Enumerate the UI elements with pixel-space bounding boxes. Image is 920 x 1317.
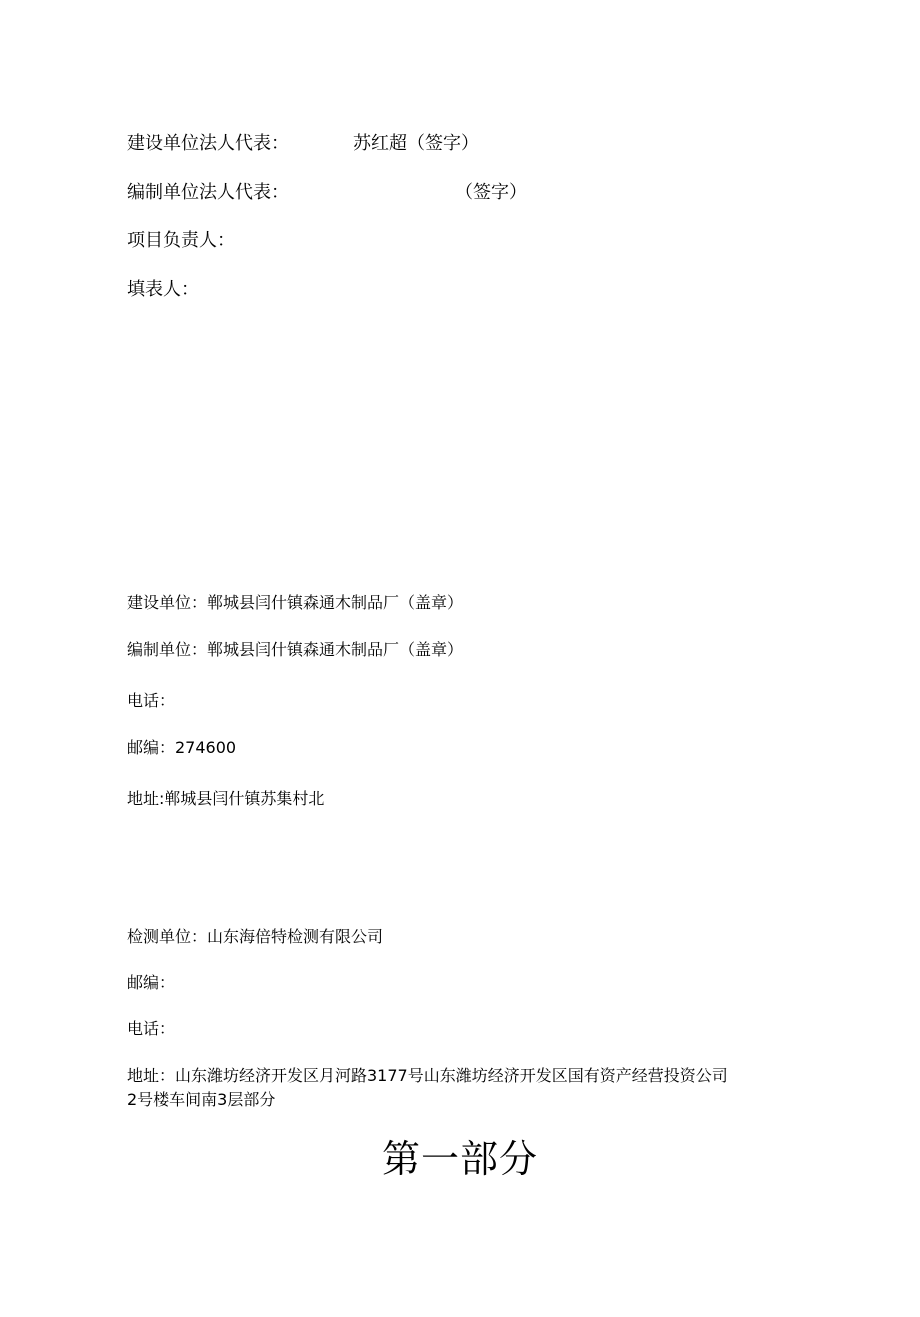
compiler-legal-rep-signature: （签字）	[455, 182, 527, 203]
project-lead-label: 项目负责人：	[127, 230, 235, 251]
compiler-unit: 编制单位：郸城县闫什镇森通木制品厂（盖章）	[127, 640, 464, 659]
construction-postcode: 邮编：274600	[127, 738, 237, 757]
construction-address: 地址:郸城县闫什镇苏集村北	[127, 789, 325, 808]
testing-postcode: 邮编：	[127, 973, 176, 992]
testing-address-line1: 地址：山东潍坊经济开发区月河路3177号山东潍坊经济开发区国有资产经营投资公司	[127, 1066, 728, 1085]
testing-address-line2: 2号楼车间南3层部分	[127, 1090, 276, 1109]
section-heading: 第一部分	[381, 1137, 538, 1181]
form-filler-label: 填表人：	[127, 279, 199, 300]
construction-legal-rep-signature: 苏红超（签字）	[353, 133, 479, 154]
construction-unit: 建设单位：郸城县闫什镇森通木制品厂（盖章）	[127, 593, 464, 612]
construction-phone: 电话：	[127, 691, 176, 710]
construction-legal-rep-label: 建设单位法人代表：	[127, 133, 289, 154]
testing-unit: 检测单位：山东海倍特检测有限公司	[127, 927, 384, 946]
testing-phone: 电话：	[127, 1019, 176, 1038]
compiler-legal-rep-label: 编制单位法人代表：	[127, 182, 289, 203]
